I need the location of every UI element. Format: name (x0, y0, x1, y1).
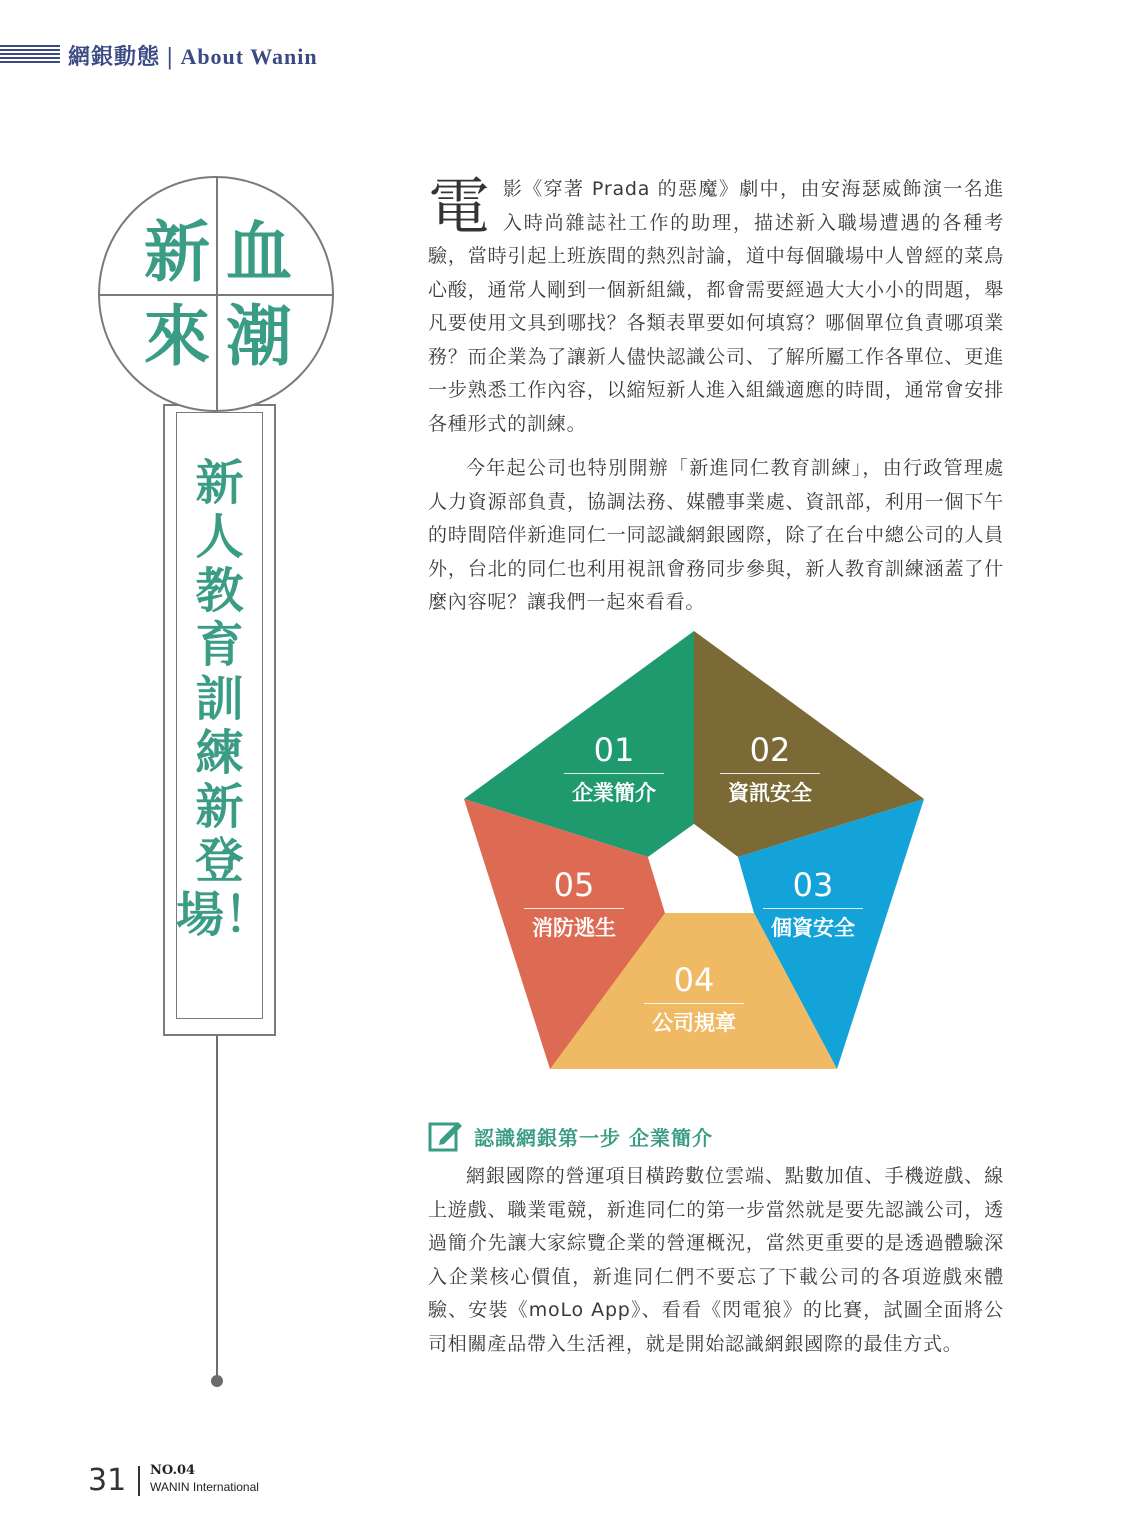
section-title-zh: 網銀動態 (68, 44, 161, 70)
emblem-char: 血 (226, 214, 292, 291)
segment-number: 02 (749, 731, 791, 769)
decorative-stem (216, 1036, 218, 1380)
page-number: 31 (88, 1463, 127, 1498)
segment-02 (710, 731, 830, 806)
segment-number: 04 (673, 961, 715, 999)
publication-name: WANIN International (150, 1480, 259, 1494)
segment-05 (514, 866, 634, 941)
segment-label: 資訊安全 (728, 781, 812, 805)
section-title-en: About Wanin (180, 44, 318, 69)
segment-03 (753, 866, 873, 941)
header-separator: | (166, 45, 175, 70)
training-paragraph: 今年起公司也特別開辦「新進同仁教育訓練」，由行政管理處人力資源部負責，協調法務、媒體事業處、資訊部，利用一個下午的時間陪伴新進同仁一同認識網銀國際，除了在台中總公司的人員外，台北的同仁也利用視訊會務同步參與，新人教育訓練涵蓋了什麼內容呢？讓我們一起來看看。 (428, 457, 1004, 613)
segment-04 (634, 961, 754, 1036)
emblem-char: 來 (144, 298, 210, 375)
emblem-char: 新 (144, 214, 210, 291)
company-intro-paragraph: 網銀國際的營運項目橫跨數位雲端、點數加值、手機遊戲、線上遊戲、職業電競，新進同仁的第一步當然就是要先認識公司，透過簡介先讓大家綜覽企業的營運概況，當然更重要的是透過體驗深入企業核心價值，新進同仁們不要忘了下載公司的各項遊戲來體驗、安裝《moLo App》、看看《閃電狼》的比賽，試圖全面將公司相關產品帶入生活裡，就是開始認識網銀國際的最佳方式。 (428, 1165, 1004, 1355)
drop-cap: 電 (428, 170, 491, 243)
header-rule-lines (0, 45, 60, 65)
section-header (68, 40, 318, 71)
segment-number: 01 (593, 731, 635, 769)
segment-01 (554, 731, 674, 806)
issue-number: NO.04 (150, 1463, 196, 1478)
stem-end-dot (211, 1375, 223, 1387)
emblem-circle (98, 176, 334, 412)
vertical-article-title: 新人教育訓練新登場！ (176, 455, 273, 943)
section-heading: 認識網銀第一步 企業簡介 (474, 1126, 713, 1150)
segment-label: 企業簡介 (572, 781, 656, 805)
training-topics-pentagon (462, 631, 926, 1071)
footer-divider (138, 1466, 140, 1496)
segment-label: 消防逃生 (532, 916, 616, 940)
edit-note-icon (428, 1118, 464, 1152)
segment-number: 05 (553, 866, 595, 904)
intro-paragraph (428, 170, 1004, 441)
emblem-char: 潮 (226, 298, 292, 375)
segment-number: 03 (792, 866, 834, 904)
segment-label: 個資安全 (771, 916, 855, 940)
segment-label: 公司規章 (652, 1011, 736, 1035)
intro-text: 影《穿著 Prada 的惡魔》劇中，由安海瑟威飾演一名進入時尚雜誌社工作的助理，描述新入職場遭遇的各種考驗，當時引起上班族間的熱烈討論，道中每個職場中人曾經的菜鳥心酸，通常人剛到一個新組織，都會需要經過大大小小的問題，舉凡要使用文具到哪找？各類表單要如何填寫？哪個單位負責哪項業務？而企業為了讓新人儘快認識公司、了解所屬工作各單位、更進一步熟悉工作內容，以縮短新人進入組織適應的時間，通常會安排各種形式的訓練。 (428, 178, 1004, 435)
